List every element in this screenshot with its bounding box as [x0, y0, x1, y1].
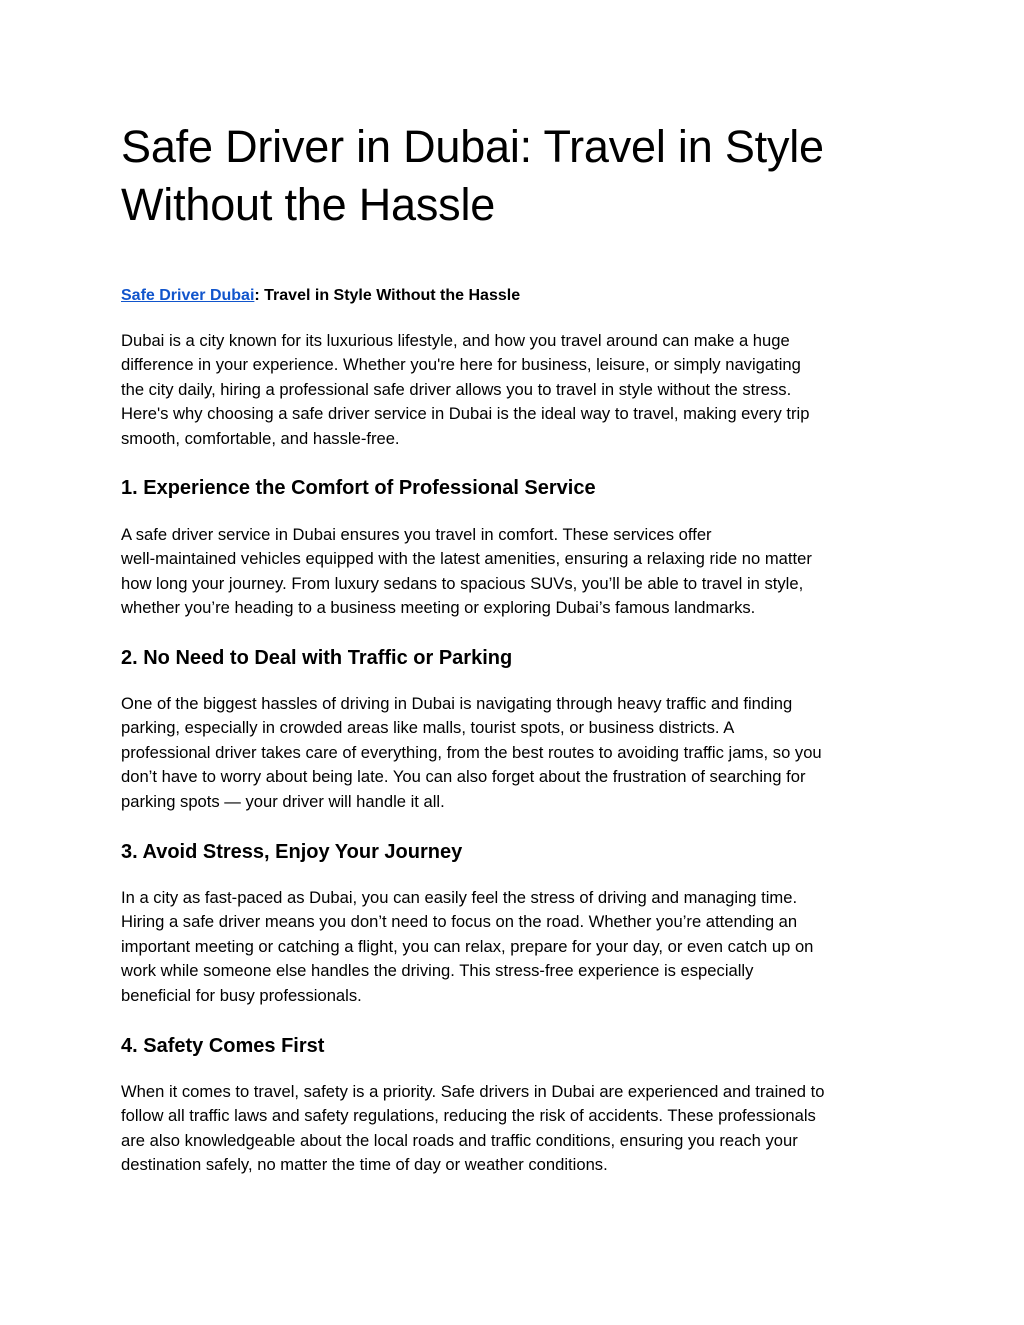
text-line: One of the biggest hassles of driving in Dubai is navigating through heavy traffic and finding: [121, 694, 793, 713]
text-line: beneficial for busy professionals.: [121, 985, 362, 1005]
section-heading-3: 3. Avoid Stress, Enjoy Your Journey: [121, 841, 463, 863]
text-line: whether you’re heading to a business meeting or exploring Dubai’s famous landmarks.: [121, 598, 756, 618]
text-line: smooth, comfortable, and hassle-free.: [121, 428, 400, 448]
text-line: how long your journey. From luxury sedans to spacious SUVs, you’ll be able to travel in style,: [121, 573, 804, 593]
section-paragraph-1: [121, 523, 911, 621]
section-paragraph-2: [121, 692, 911, 814]
section-heading-4: 4. Safety Comes First: [121, 1035, 325, 1057]
text-line: When it comes to travel, safety is a priority. Safe drivers in Dubai are experienced and trained to: [121, 1082, 825, 1101]
page-title: [121, 118, 911, 234]
text-line: Dubai is a city known for its luxurious lifestyle, and how you travel around can make a huge: [121, 331, 790, 350]
text-line: difference in your experience. Whether you're here for business, leisure, or simply navigating: [121, 355, 801, 375]
text-line: professional driver takes care of everything, from the best routes to avoiding traffic jams, so you: [121, 742, 822, 762]
section-heading-2: 2. No Need to Deal with Traffic or Parking: [121, 647, 513, 669]
text-line: work while someone else handles the driving. This stress-free experience is especially: [121, 961, 754, 981]
text-line: parking spots — your driver will handle it all.: [121, 791, 445, 811]
text-line: important meeting or catching a flight, you can relax, prepare for your day, or even catch up on: [121, 936, 814, 956]
title-line: Safe Driver in Dubai: Travel in Style: [121, 121, 824, 172]
text-line: A safe driver service in Dubai ensures you travel in comfort. These services offer: [121, 525, 712, 544]
text-line: parking, especially in crowded areas like malls, tourist spots, or business districts. A: [121, 718, 735, 738]
safe-driver-dubai-link[interactable]: Safe Driver Dubai: [121, 287, 255, 304]
text-line: Here's why choosing a safe driver service in Dubai is the ideal way to travel, making every trip: [121, 404, 810, 424]
text-line: the city daily, hiring a professional safe driver allows you to travel in style without the stress.: [121, 379, 792, 399]
text-line: In a city as fast-paced as Dubai, you can easily feel the stress of driving and managing time.: [121, 888, 798, 907]
subheading-text: : Travel in Style Without the Hassle: [254, 287, 521, 304]
section-heading-1: 1. Experience the Comfort of Professional Service: [121, 477, 596, 499]
text-line: well-maintained vehicles equipped with the latest amenities, ensuring a relaxing ride no matter: [121, 549, 812, 569]
text-line: Hiring a safe driver means you don’t need to focus on the road. Whether you’re attending an: [121, 912, 798, 932]
subheading: [121, 285, 520, 307]
section-paragraph-3: [121, 886, 911, 1008]
text-line: are also knowledgeable about the local roads and traffic conditions, ensuring you reach your: [121, 1130, 798, 1150]
section-paragraph-4: [121, 1080, 911, 1178]
text-line: destination safely, no matter the time of day or weather conditions.: [121, 1155, 608, 1175]
text-line: follow all traffic laws and safety regulations, reducing the risk of accidents. These professionals: [121, 1106, 816, 1126]
text-line: don’t have to worry about being late. You can also forget about the frustration of searching for: [121, 767, 806, 787]
title-line: Without the Hassle: [121, 179, 496, 230]
intro-paragraph: [121, 329, 911, 451]
